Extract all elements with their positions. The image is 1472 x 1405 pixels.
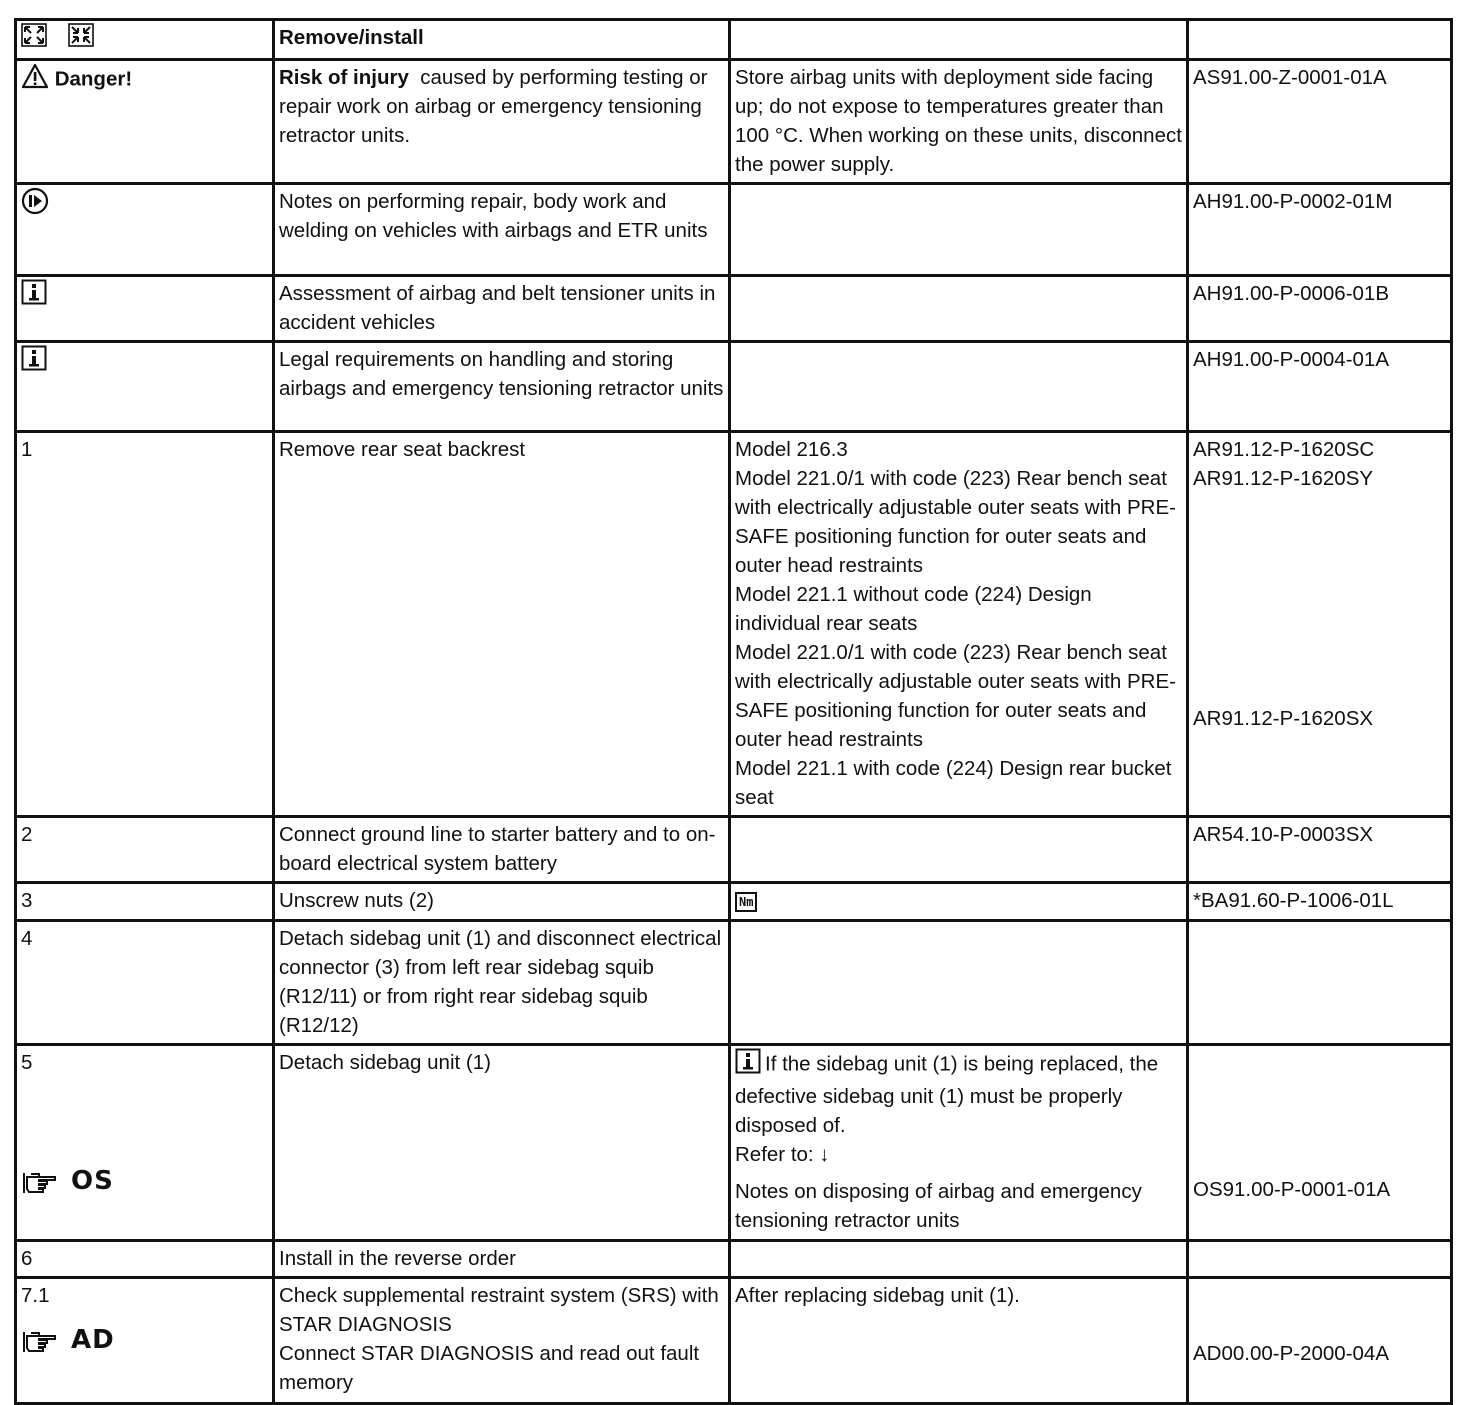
step-5-note-2: Notes on disposing of airbag and emergency tensioning retractor units [735,1180,1142,1232]
step-5-ref-cell [1188,1045,1452,1241]
os-tag-label: OS [71,1166,114,1196]
legal-icon-cell [16,342,274,432]
step-5-ref[interactable]: OS91.00-P-0001-01A [1193,1178,1391,1201]
notes-repair-desc: Notes on performing repair, body work and welding on vehicles with airbags and ETR units [274,184,730,276]
step-1-ref-3[interactable]: AR91.12-P-1620SX [1193,707,1374,730]
danger-row [16,60,1452,184]
step-7-1-desc-2: Connect STAR DIAGNOSIS and read out fault memory [279,1342,700,1394]
step-4-ref [1188,921,1452,1045]
step-1-ref-1[interactable]: AR91.12-P-1620SC [1193,438,1375,461]
legal-row [16,342,1452,432]
step-2-row [16,817,1452,883]
step-7-1-row [16,1278,1452,1404]
step-2-desc: Connect ground line to starter battery and to on-board electrical system battery [274,817,730,883]
step-3-ref[interactable]: *BA91.60-P-1006-01L [1188,883,1452,921]
collapse-icon[interactable] [68,23,94,55]
step-3-row [16,883,1452,921]
step-7-1-note: After replacing sidebag unit (1). [730,1278,1188,1404]
step-6-note [730,1241,1188,1278]
header-row [16,20,1452,60]
step-5-desc: Detach sidebag unit (1) [274,1045,730,1241]
notes-circle-icon [21,187,49,223]
header-title: Remove/install [274,20,730,60]
danger-ref[interactable]: AS91.00-Z-0001-01A [1188,60,1452,184]
step-7-1-desc-1: Check supplemental restraint system (SRS) with STAR DIAGNOSIS [279,1284,719,1336]
step-1-note-4: Model 221.0/1 with code (223) Rear bench seat with electrically adjustable outer seats with PRE-SAFE positioning function for outer seats and outer head restraints [735,641,1176,751]
notes-repair-icon-cell [16,184,274,276]
danger-desc: Risk of injury caused by performing testing or repair work on airbag or emergency tensioning retractor units. [274,60,730,184]
step-1-note-1: Model 216.3 [735,438,848,461]
header-icons-cell [16,20,274,60]
step-2-note [730,817,1188,883]
step-5-note-info: If the sidebag unit (1) is being replaced, the defective sidebag unit (1) must be properly disposed of. [735,1048,1182,1140]
step-1-note-3: Model 221.1 without code (224) Design individual rear seats [735,583,1092,635]
step-6-row [16,1241,1452,1278]
step-1-note-5: Model 221.1 with code (224) Design rear bucket seat [735,757,1172,809]
step-5-number-cell [16,1045,274,1241]
step-4-row [16,921,1452,1045]
step-2-ref[interactable]: AR54.10-P-0003SX [1188,817,1452,883]
step-3-note [730,883,1188,921]
notes-repair-ref[interactable]: AH91.00-P-0002-01M [1188,184,1452,276]
procedure-table [14,18,1453,1405]
step-7-1-ref-cell [1188,1278,1452,1404]
step-7-1-number: 7.1 [21,1284,50,1307]
danger-label-cell [16,60,274,184]
notes-repair-row [16,184,1452,276]
step-1-desc: Remove rear seat backrest [274,432,730,817]
step-1-ref-2[interactable]: AR91.12-P-1620SY [1193,467,1374,490]
header-empty-4 [1188,20,1452,60]
step-6-ref [1188,1241,1452,1278]
step-5-notes [730,1045,1188,1241]
ad-tag-label: AD [71,1325,115,1355]
step-5-row [16,1045,1452,1241]
step-1-number: 1 [16,432,274,817]
pointing-hand-icon [21,1328,59,1354]
assessment-desc: Assessment of airbag and belt tensioner units in accident vehicles [274,276,730,342]
step-4-number: 4 [16,921,274,1045]
step-5-refer-to: Refer to: ↓ [735,1143,830,1166]
step-3-number: 3 [16,883,274,921]
notes-repair-note [730,184,1188,276]
step-5-number: 5 [21,1051,33,1074]
step-4-note [730,921,1188,1045]
assessment-ref[interactable]: AH91.00-P-0006-01B [1188,276,1452,342]
step-1-refs [1188,432,1452,817]
step-7-1-ad-tag[interactable] [21,1326,268,1355]
step-5-os-tag[interactable] [21,1167,268,1196]
danger-label: Danger! [54,67,133,91]
step-1-note-2: Model 221.0/1 with code (223) Rear bench seat with electrically adjustable outer seats with PRE-SAFE positioning function for outer seats and outer head restraints [735,467,1176,577]
step-7-1-desc [274,1278,730,1404]
step-3-desc: Unscrew nuts (2) [274,883,730,921]
step-1-row [16,432,1452,817]
torque-nm-icon[interactable]: Nm [735,892,757,912]
warning-triangle-icon [21,63,49,97]
assessment-row [16,276,1452,342]
info-icon [21,345,47,379]
danger-note: Store airbag units with deployment side facing up; do not expose to temperatures greater than 100 °C. When working on these units, disconnect the power supply. [730,60,1188,184]
legal-ref[interactable]: AH91.00-P-0004-01A [1188,342,1452,432]
step-1-notes [730,432,1188,817]
expand-icon[interactable] [21,23,47,55]
step-7-1-number-cell [16,1278,274,1404]
step-7-1-ref[interactable]: AD00.00-P-2000-04A [1193,1342,1390,1365]
assessment-note [730,276,1188,342]
step-6-number: 6 [16,1241,274,1278]
pointing-hand-icon [21,1169,59,1195]
assessment-icon-cell [16,276,274,342]
step-6-desc: Install in the reverse order [274,1241,730,1278]
step-4-desc: Detach sidebag unit (1) and disconnect electrical connector (3) from left rear sidebag squib (R12/11) or from right rear sidebag squib (R12/12) [274,921,730,1045]
info-icon [21,279,47,313]
header-empty-3 [730,20,1188,60]
legal-desc: Legal requirements on handling and storing airbags and emergency tensioning retractor units [274,342,730,432]
step-2-number: 2 [16,817,274,883]
info-icon [735,1048,761,1082]
legal-note [730,342,1188,432]
